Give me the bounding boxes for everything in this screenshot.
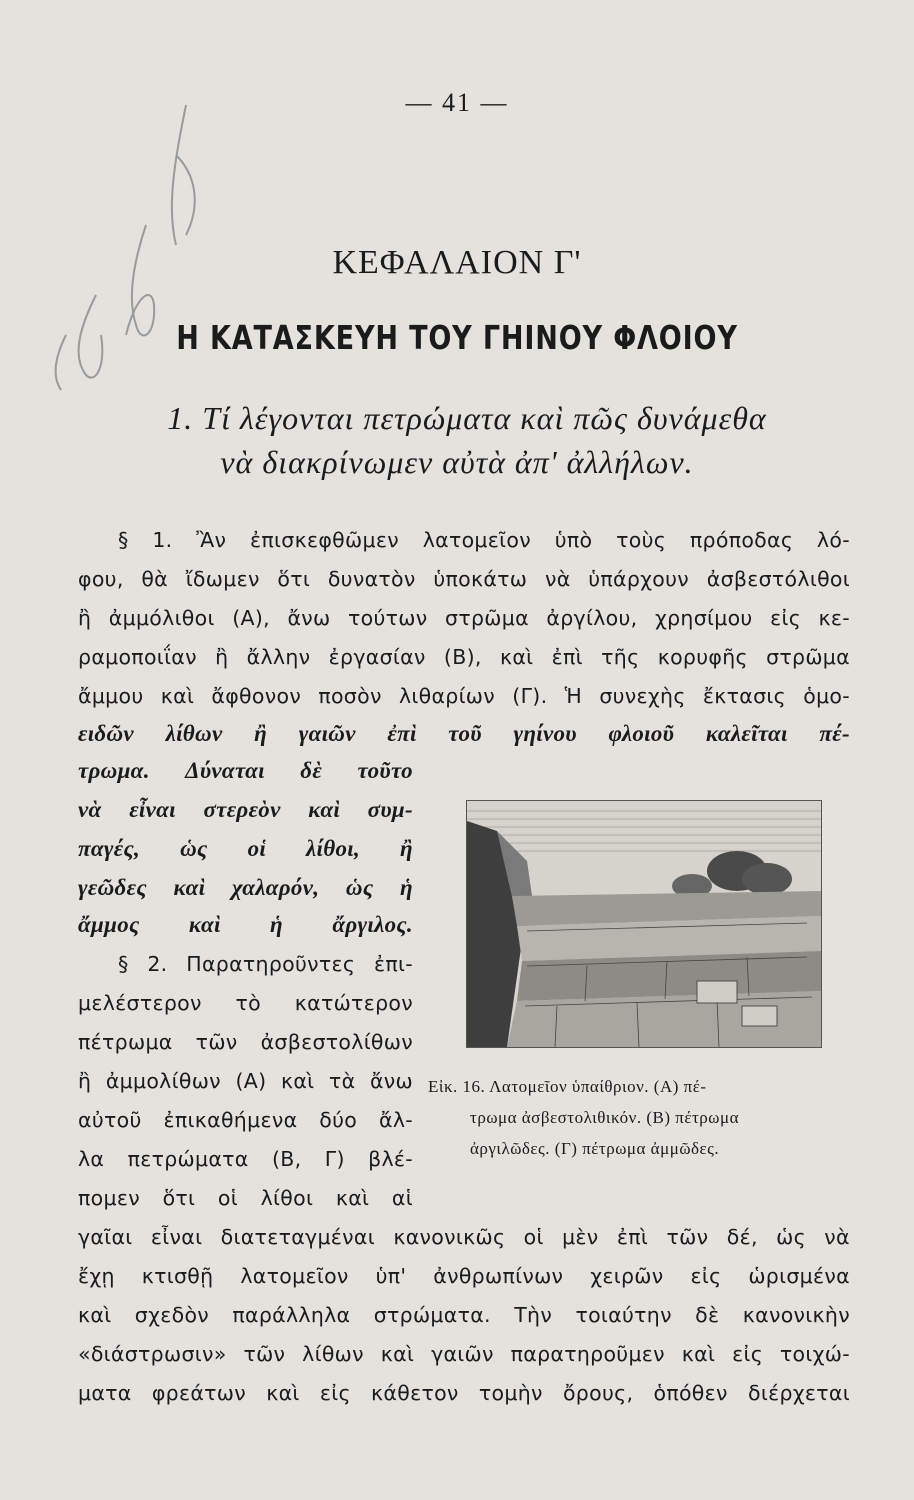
- body-line: ἔχῃ κτισθῇ λατομεῖον ὑπ' ἀνθρωπίνων χειρῶν εἰς ὡρισμένα: [78, 1264, 850, 1288]
- body-line: τρωμα. Δύναται δὲ τοῦτο: [78, 758, 413, 783]
- chapter-title: Η ΚΑΤΑΣΚΕΥΗ ΤΟΥ ΓΗΙΝΟΥ ΦΛΟΙΟΥ: [176, 318, 738, 357]
- body-line: ειδῶν λίθων ἢ γαιῶν ἐπὶ τοῦ γηίνου φλοιοῦ καλεῖται πέ-: [78, 721, 850, 746]
- body-line: γαῖαι εἶναι διατεταγμέναι κανονικῶς οἱ μὲν ἐπὶ τῶν δέ, ὡς νὰ: [78, 1225, 850, 1249]
- body-line: λα πετρώματα (Β, Γ) βλέ-: [78, 1147, 413, 1171]
- chapter-heading: ΚΕΦΑΛΑΙΟΝ Γ': [332, 244, 582, 281]
- body-line: μελέστερον τὸ κατώτερον: [78, 991, 413, 1015]
- body-line: ἢ ἀμμόλιθοι (Α), ἄνω τούτων στρῶμα ἀργίλου, χρησίμου εἰς κε-: [78, 606, 850, 630]
- body-line: ἄμμος καὶ ἡ ἄργιλος.: [78, 912, 413, 937]
- body-line: ἢ ἀμμολίθων (Α) καὶ τὰ ἄνω: [78, 1069, 413, 1093]
- question-line-2: νὰ διακρίνωμεν αὐτὰ ἀπ' ἀλλήλων.: [220, 444, 694, 480]
- page-number: — 41 —: [405, 88, 509, 117]
- figure-caption-line: τρωμα ἀσβεστολιθικόν. (Β) πέτρωμα: [470, 1108, 739, 1127]
- body-line: § 2. Παρατηροῦντες ἐπι-: [118, 952, 413, 976]
- body-line: «διάστρωσιν» τῶν λίθων καὶ γαιῶν παρατηροῦμεν καὶ εἰς τοιχώ-: [78, 1342, 850, 1366]
- body-line: αὐτοῦ ἐπικαθήμενα δύο ἄλ-: [78, 1108, 413, 1132]
- body-line: § 1. Ἂν ἐπισκεφθῶμεν λατομεῖον ὑπὸ τοὺς πρόποδας λό-: [118, 528, 850, 552]
- figure-caption-line: ἀργιλῶδες. (Γ) πέτρωμα ἀμμῶδες.: [470, 1139, 720, 1158]
- body-line: ἄμμου καὶ ἄφθονον ποσὸν λιθαρίων (Γ). Ἡ συνεχὴς ἔκτασις ὁμο-: [78, 684, 850, 708]
- body-line: παγές, ὡς οἱ λίθοι, ἢ: [78, 836, 413, 861]
- body-line: ματα φρεάτων καὶ εἰς κάθετον τομὴν ὄρους, ὁπόθεν διέρχεται: [78, 1381, 850, 1405]
- figure-caption-line: Εἰκ. 16. Λατομεῖον ὑπαίθριον. (Α) πέ-: [428, 1077, 707, 1096]
- body-line: νὰ εἶναι στερεὸν καὶ συμ-: [78, 797, 413, 822]
- body-line: πέτρωμα τῶν ἀσβεστολίθων: [78, 1030, 413, 1054]
- body-line: καὶ σχεδὸν παράλληλα στρώματα. Τὴν τοιαύτην δὲ κανονικὴν: [78, 1303, 850, 1327]
- body-line: πομεν ὅτι οἱ λίθοι καὶ αἱ: [78, 1186, 413, 1210]
- question-line-1: 1. Τί λέγονται πετρώματα καὶ πῶς δυνάμεθα: [167, 400, 767, 436]
- body-line: φου, θὰ ἴδωμεν ὅτι δυνατὸν ὑποκάτω νὰ ὑπάρχουν ἀσβεστόλιθοι: [78, 567, 850, 591]
- body-line: ραμοποιΐαν ἢ ἄλλην ἐργασίαν (Β), καὶ ἐπὶ τῆς κορυφῆς στρῶμα: [78, 645, 850, 669]
- body-line: γεῶδες καὶ χαλαρόν, ὡς ἡ: [78, 875, 413, 900]
- quarry-illustration: [466, 800, 822, 1048]
